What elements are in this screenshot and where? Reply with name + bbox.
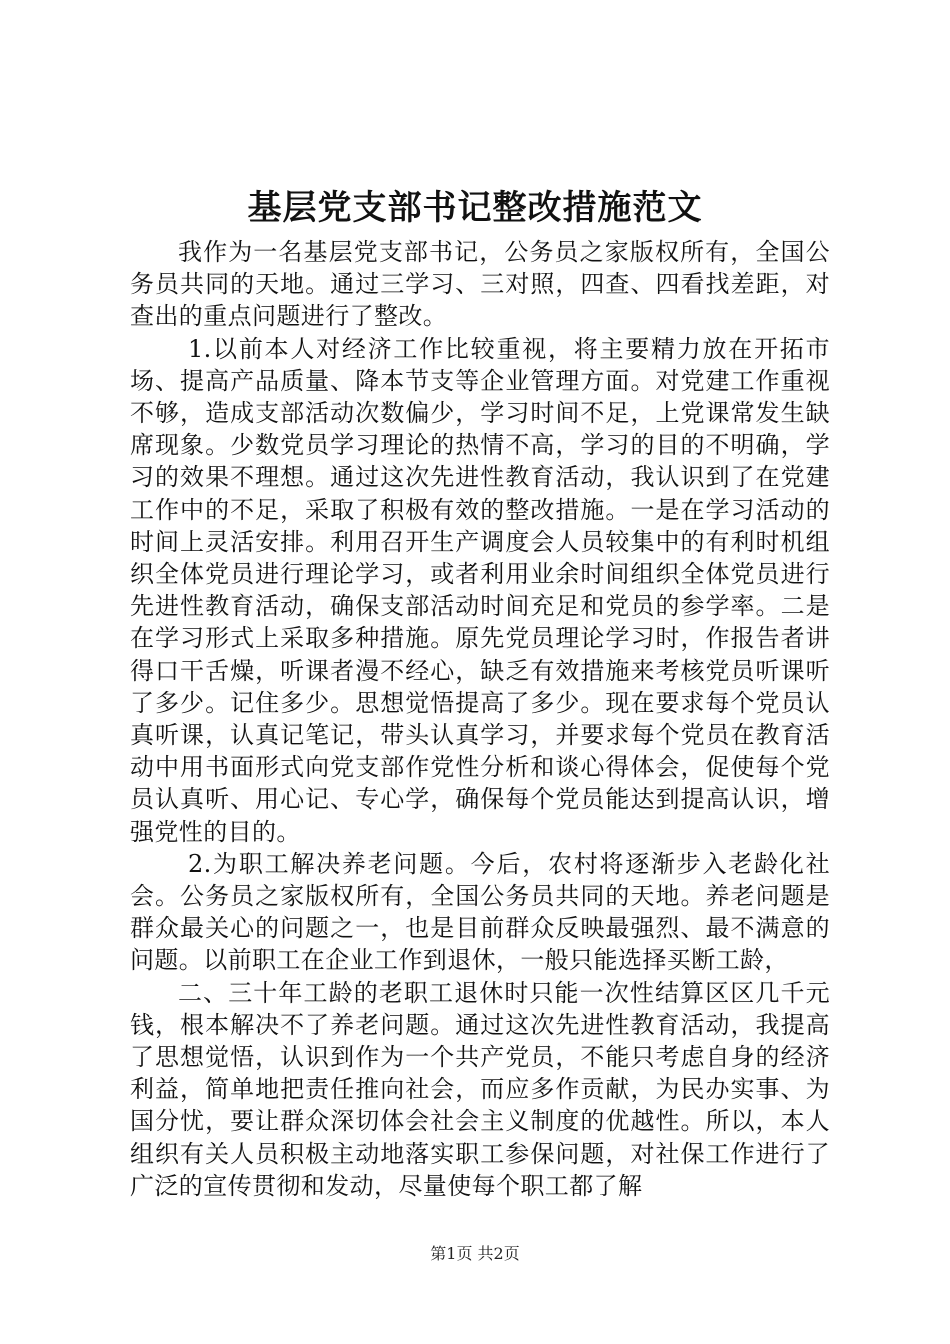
document-title: 基层党支部书记整改措施范文 <box>247 188 703 228</box>
paragraph-item-2: 2.为职工解决养老问题。今后，农村将逐渐步入老龄化社会。公务员之家版权所有，全国公务员共同的天地。养老问题是群众最关心的问题之一，也是目前群众反映最强烈、最不满意的问题。以前职工在企业工作到退休，一般只能选择买断工龄， <box>130 849 830 975</box>
page-footer: 第1页 共2页 <box>430 1244 520 1263</box>
paragraph-continuation: 二、三十年工龄的老职工退休时只能一次性结算区区几千元钱，根本解决不了养老问题。通过这次先进性教育活动，我提高了思想觉悟，认识到作为一个共产党员，不能只考虑自身的经济利益，简单地把责任推向社会，而应多作贡献，为民办实事、为国分忧，要让群众深切体会社会主义制度的优越性。所以，本人组织有关人员积极主动地落实职工参保问题，对社保工作进行了广泛的宣传贯彻和发动，尽量使每个职工都了解 <box>130 978 830 1200</box>
document-body <box>130 236 830 1202</box>
paragraph-intro: 我作为一名基层党支部书记，公务员之家版权所有，全国公务员共同的天地。通过三学习、三对照，四查、四看找差距，对查出的重点问题进行了整改。 <box>130 238 830 331</box>
paragraph-item-1: 1.以前本人对经济工作比较重视，将主要精力放在开拓市场、提高产品质量、降本节支等企业管理方面。对党建工作重视不够，造成支部活动次数偏少，学习时间不足，上党课常发生缺席现象。少数党员学习理论的热情不高，学习的目的不明确，学习的效果不理想。通过这次先进性教育活动，我认识到了在党建工作中的不足，采取了积极有效的整改措施。一是在学习活动的时间上灵活安排。利用召开生产调度会人员较集中的有利时机组织全体党员进行理论学习，或者利用业余时间组织全体党员进行先进性教育活动，确保支部活动时间充足和党员的参学率。二是在学习形式上采取多种措施。原先党员理论学习时，作报告者讲得口干舌燥，听课者漫不经心，缺乏有效措施来考核党员听课听了多少。记住多少。思想觉悟提高了多少。现在要求每个党员认真听课，认真记笔记，带头认真学习，并要求每个党员在教育活动中用书面形式向党支部作党性分析和谈心得体会，促使每个党员认真听、用心记、专心学，确保每个党员能达到提高认识，增强党性的目的。 <box>130 334 830 846</box>
